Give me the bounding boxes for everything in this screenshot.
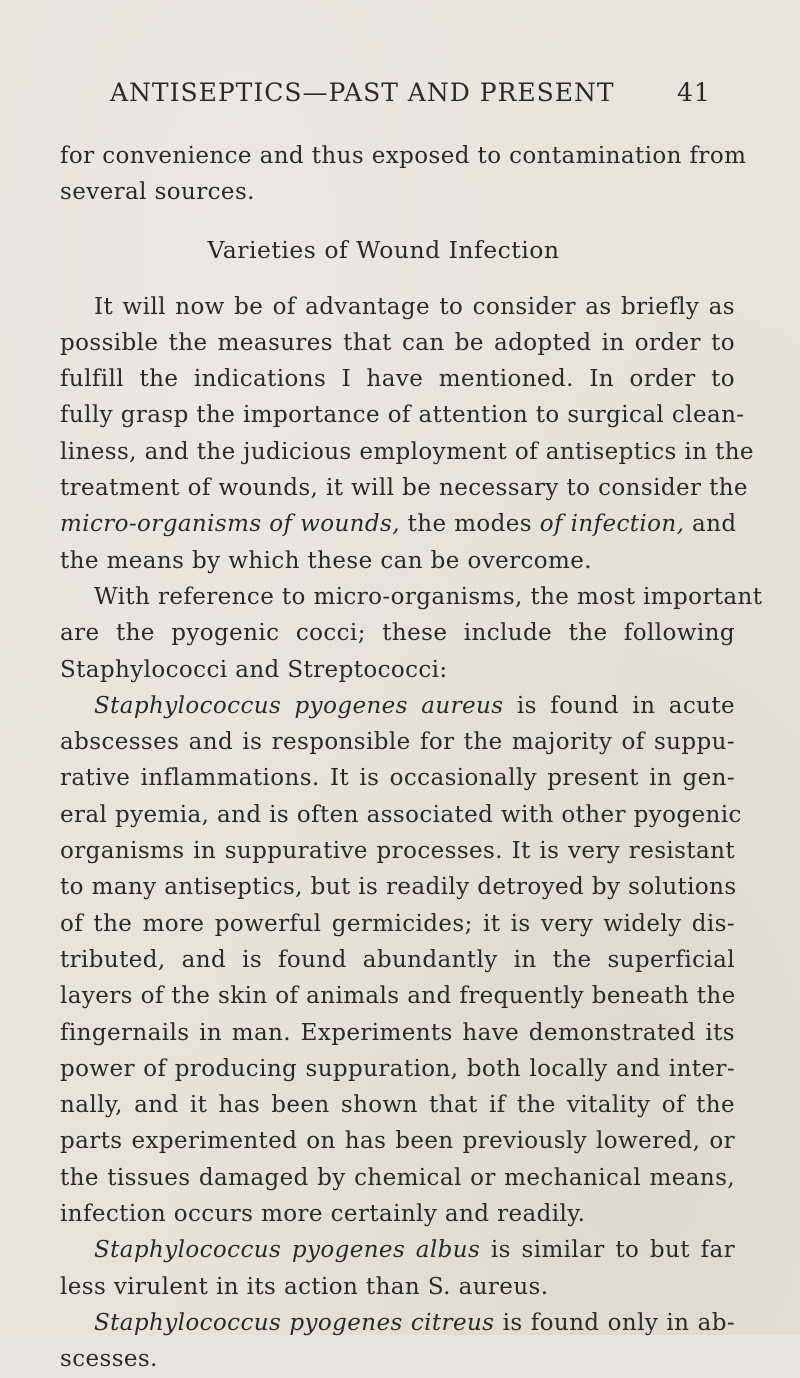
- text-line: for convenience and thus exposed to contamination from: [60, 143, 747, 169]
- text-line: eral pyemia, and is often associated with other pyogenic: [60, 801, 742, 828]
- italic-term: Staphylococcus pyogenes albus: [94, 1237, 481, 1264]
- italic-term: of infection,: [539, 511, 685, 538]
- text-line: [60, 688, 735, 724]
- running-head-title: ANTISEPTICS—PAST AND PRESENT: [110, 78, 615, 107]
- text-run: is similar to but far: [480, 1237, 735, 1264]
- text-run: is found only in ab-: [494, 1309, 735, 1336]
- text-run: the modes: [399, 511, 540, 538]
- text-line: tributed, and is found abundantly in the superficial: [60, 946, 735, 973]
- body-text: [60, 138, 763, 1378]
- italic-term: micro-organisms of wounds,: [60, 511, 400, 538]
- paragraph-1: [60, 289, 754, 579]
- text-line: to many antiseptics, but is readily detroyed by solutions: [60, 874, 737, 901]
- text-line: It will now be of advantage to consider as briefly as: [94, 293, 735, 320]
- text-line: are the pyogenic cocci; these include the following: [60, 620, 735, 647]
- text-run: is found in acute: [503, 692, 735, 719]
- page-number: 41: [677, 78, 711, 107]
- paragraph-4: [60, 1232, 735, 1305]
- text-line: fully grasp the importance of attention to surgical clean-: [60, 402, 745, 429]
- text-line: of the more powerful germicides; it is very widely dis-: [60, 910, 735, 937]
- paragraph-2: [60, 579, 763, 688]
- text-line: several sources.: [60, 179, 255, 206]
- text-line: nally, and it has been shown that if the vitality of the: [60, 1092, 735, 1119]
- text-line: Staphylococci and Streptococci:: [60, 656, 448, 683]
- text-line: the tissues damaged by chemical or mechanical means,: [60, 1164, 735, 1191]
- text-line: scesses.: [60, 1346, 158, 1373]
- paragraph-3: [60, 688, 742, 1232]
- intro-paragraph: [60, 138, 747, 211]
- text-line: possible the measures that can be adopted in order to: [60, 329, 735, 356]
- text-line: parts experimented on has been previously lowered, or: [60, 1128, 735, 1155]
- text-line: less virulent in its action than S. aureus.: [60, 1273, 549, 1300]
- text-line: power of producing suppuration, both locally and inter-: [60, 1055, 735, 1082]
- section-heading: Varieties of Wound Infection: [207, 235, 560, 264]
- text-line: infection occurs more certainly and readily.: [60, 1201, 586, 1228]
- italic-term: Staphylococcus pyogenes aureus: [94, 692, 504, 719]
- text-line: the means by which these can be overcome.: [60, 547, 592, 574]
- text-line: layers of the skin of animals and frequently beneath the: [60, 983, 736, 1010]
- text-line: rative inflammations. It is occasionally present in gen-: [60, 765, 735, 792]
- text-run: and: [684, 511, 737, 538]
- text-line: abscesses and is responsible for the majority of suppu-: [60, 729, 735, 756]
- text-line: fulfill the indications I have mentioned. In order to: [60, 366, 735, 393]
- text-line: organisms in suppurative processes. It is very resistant: [60, 838, 735, 865]
- text-line: [60, 506, 735, 542]
- text-line: [60, 1232, 735, 1268]
- italic-term: Staphylococcus pyogenes citreus: [94, 1309, 495, 1336]
- text-line: treatment of wounds, it will be necessary to consider the: [60, 475, 748, 502]
- text-line: liness, and the judicious employment of antiseptics in the: [60, 438, 754, 465]
- text-line: [60, 1305, 735, 1341]
- text-line: fingernails in man. Experiments have demonstrated its: [60, 1019, 735, 1046]
- text-line: With reference to micro-organisms, the most important: [94, 583, 763, 610]
- paragraph-5: [60, 1305, 735, 1378]
